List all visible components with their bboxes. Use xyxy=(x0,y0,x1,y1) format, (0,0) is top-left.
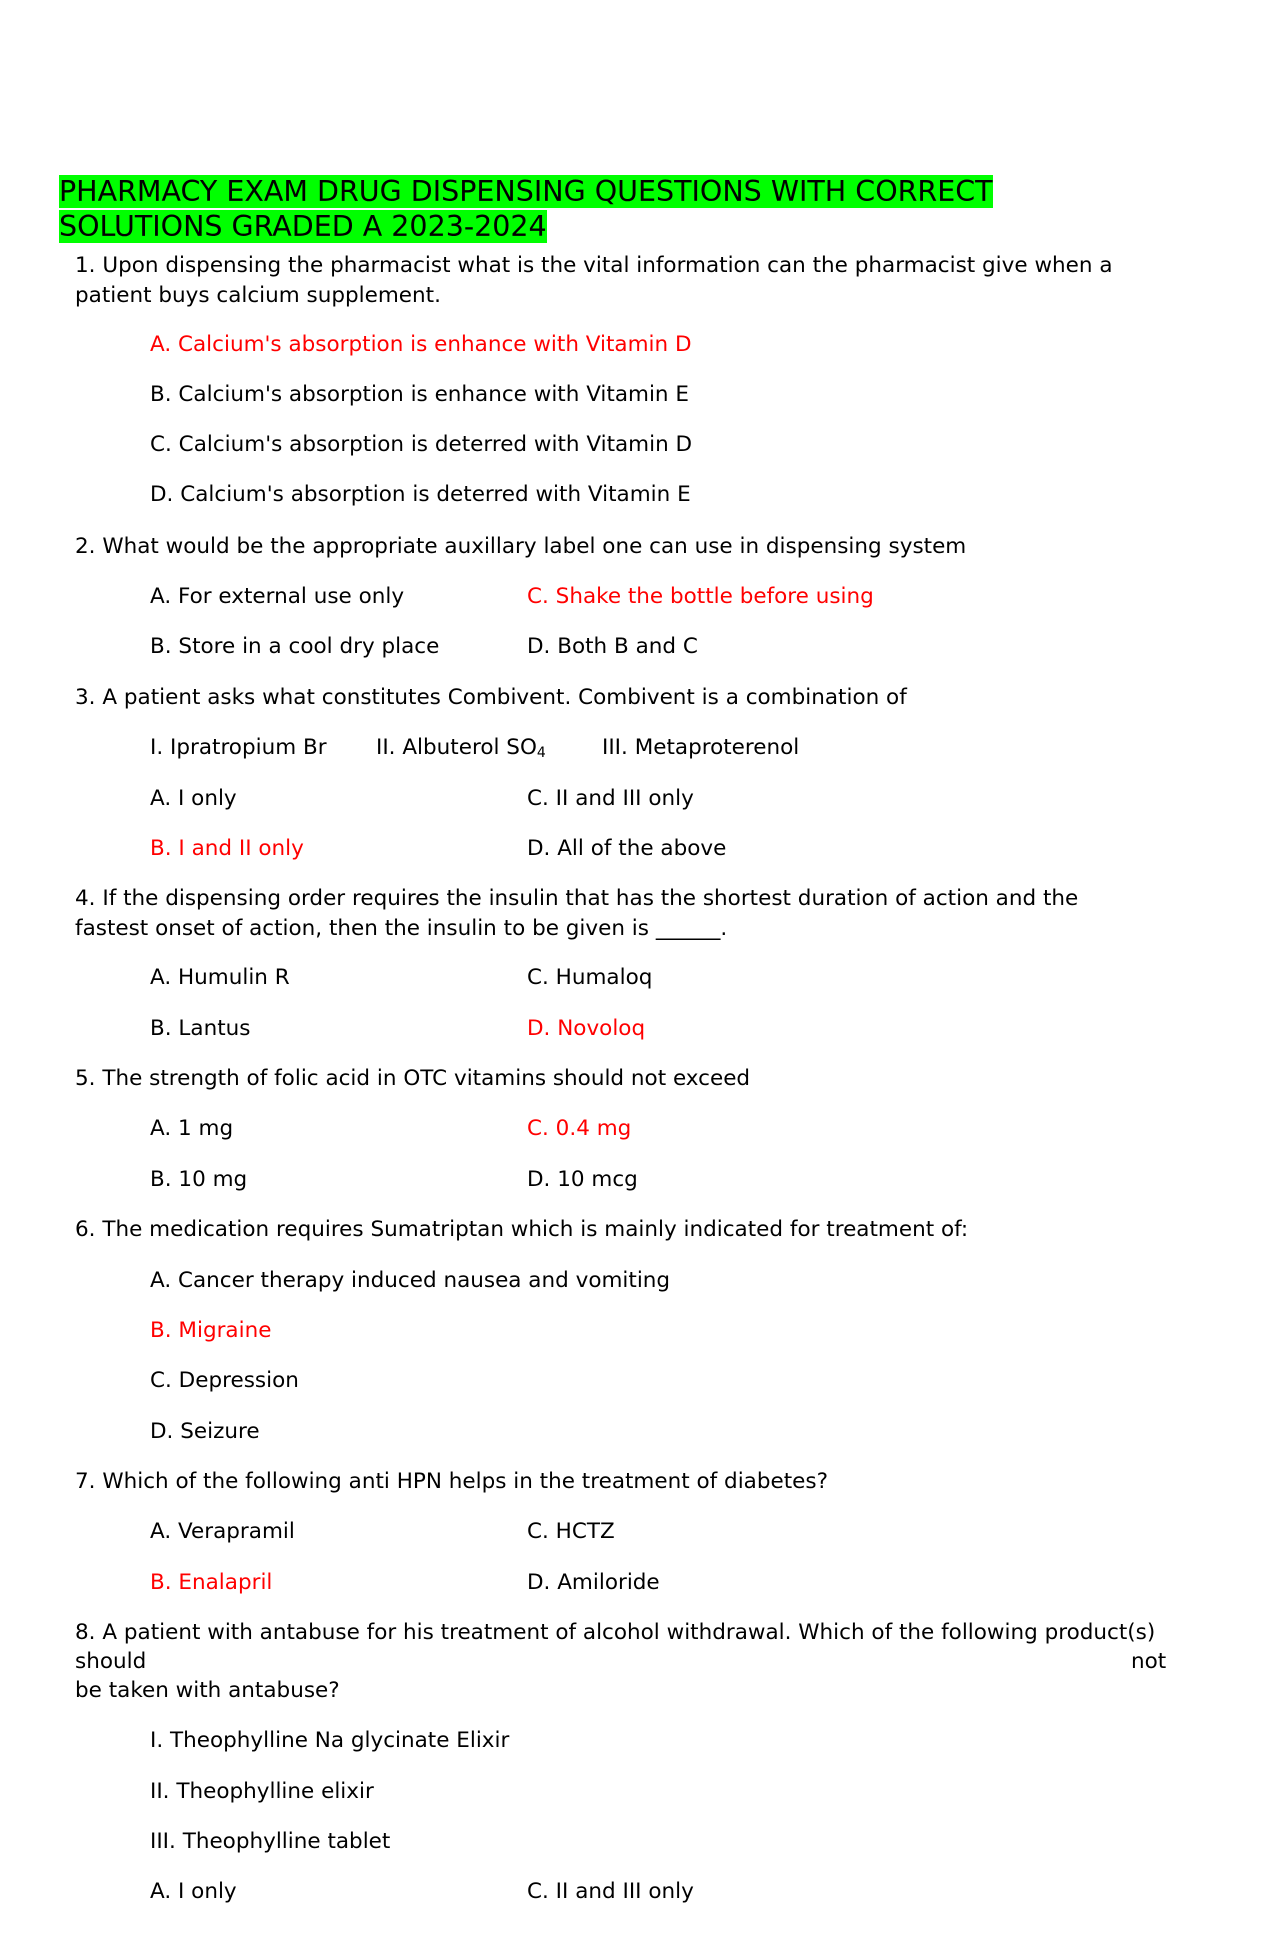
q8-option-c: C. II and III only xyxy=(527,1879,694,1904)
q3-item-i: I. Ipratropium Br xyxy=(150,735,327,760)
question-8-stem-line3: be taken with antabuse? xyxy=(75,1678,340,1703)
q8-item-i: I. Theophylline Na glycinate Elixir xyxy=(150,1728,510,1753)
q8-item-iii: III. Theophylline tablet xyxy=(150,1829,391,1854)
q3-option-d: D. All of the above xyxy=(527,836,727,861)
q3-option-c: C. II and III only xyxy=(527,786,694,811)
question-8-stem-line1: 8. A patient with antabuse for his treatment of alcohol withdrawal. Which of the following product(s) xyxy=(75,1620,1156,1645)
question-8-stem-should: should xyxy=(75,1649,147,1674)
q6-option-d: D. Seizure xyxy=(150,1419,260,1444)
q7-option-c: C. HCTZ xyxy=(527,1519,615,1544)
q2-option-b: B. Store in a cool dry place xyxy=(150,634,440,659)
q5-option-c-correct: C. 0.4 mg xyxy=(527,1116,632,1141)
q7-option-a: A. Verapramil xyxy=(150,1519,295,1544)
question-8-stem-not: not xyxy=(1131,1649,1167,1674)
q4-option-b: B. Lantus xyxy=(150,1016,251,1041)
document-title: PHARMACY EXAM DRUG DISPENSING QUESTIONS WITH CORRECT SOLUTIONS GRADED A 2023-2024 xyxy=(59,175,993,243)
q1-option-b: B. Calcium's absorption is enhance with Vitamin E xyxy=(150,382,689,407)
q3-item-iii: III. Metaproterenol xyxy=(602,735,800,760)
q5-option-b: B. 10 mg xyxy=(150,1167,248,1192)
q3-item-ii: II. Albuterol $SO_4$ xyxy=(376,735,546,761)
q5-option-d: D. 10 mcg xyxy=(527,1167,638,1192)
q7-option-b-correct: B. Enalapril xyxy=(150,1570,273,1595)
q6-option-a: A. Cancer therapy induced nausea and vomiting xyxy=(150,1268,671,1293)
q6-option-c: C. Depression xyxy=(150,1368,299,1393)
q8-option-a: A. I only xyxy=(150,1879,237,1904)
q1-option-c: C. Calcium's absorption is deterred with Vitamin D xyxy=(150,432,693,457)
q6-option-b-correct: B. Migraine xyxy=(150,1318,272,1343)
q5-option-a: A. 1 mg xyxy=(150,1116,234,1141)
q3-option-b-correct: B. I and II only xyxy=(150,836,304,861)
question-4-stem: 4. If the dispensing order requires the insulin that has the shortest duration of action and the fastest onset of action, then the insulin to be given is ______. xyxy=(75,886,1079,941)
question-7-stem: 7. Which of the following anti HPN helps in the treatment of diabetes? xyxy=(75,1469,828,1494)
question-1-stem: 1. Upon dispensing the pharmacist what is the vital information can the pharmacist give when a patient buys calcium supplement. xyxy=(75,253,1113,308)
question-5-stem: 5. The strength of folic acid in OTC vitamins should not exceed xyxy=(75,1066,751,1091)
q7-option-d: D. Amiloride xyxy=(527,1570,660,1595)
question-2-stem: 2. What would be the appropriate auxillary label one can use in dispensing system xyxy=(75,534,967,559)
q8-item-ii: II. Theophylline elixir xyxy=(150,1779,374,1804)
q4-option-a: A. Humulin R xyxy=(150,965,290,990)
question-6-stem: 6. The medication requires Sumatriptan which is mainly indicated for treatment of: xyxy=(75,1217,969,1242)
q2-option-c-correct: C. Shake the bottle before using xyxy=(527,584,874,609)
q3-option-a: A. I only xyxy=(150,786,237,811)
q4-option-c: C. Humaloq xyxy=(527,965,653,990)
q2-option-d: D. Both B and C xyxy=(527,634,698,659)
q2-option-a: A. For external use only xyxy=(150,584,405,609)
q1-option-d: D. Calcium's absorption is deterred with Vitamin E xyxy=(150,482,691,507)
q4-option-d-correct: D. Novoloq xyxy=(527,1016,646,1041)
q1-option-a-correct: A. Calcium's absorption is enhance with Vitamin D xyxy=(150,332,692,357)
question-3-stem: 3. A patient asks what constitutes Combivent. Combivent is a combination of xyxy=(75,685,907,710)
